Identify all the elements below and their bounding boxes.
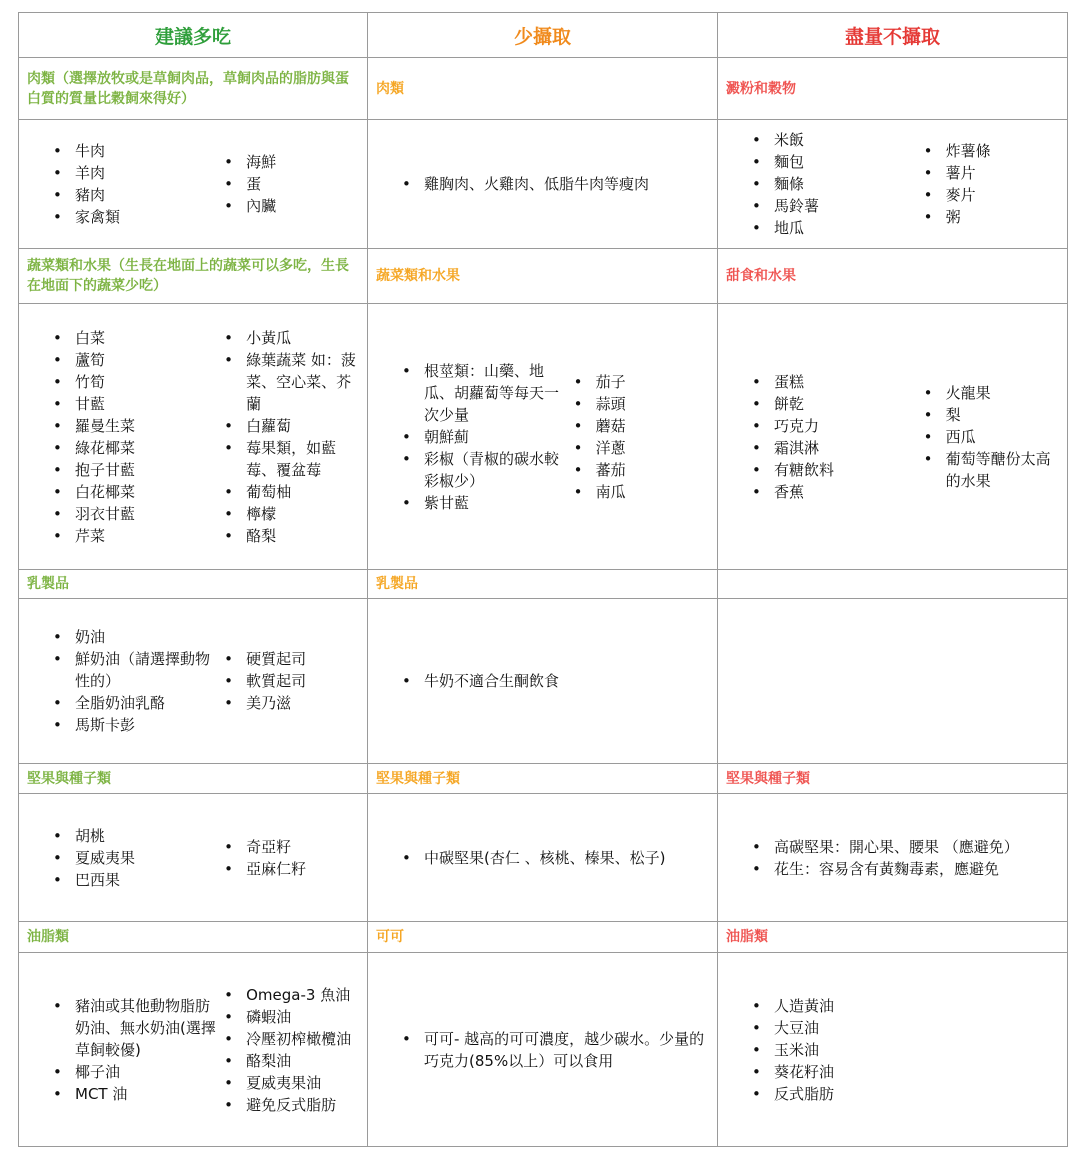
list-item: • 雞胸肉、火雞肉、低脂牛肉等瘦肉 bbox=[400, 173, 649, 195]
section-title-nuts-avoid: 堅果與種子類 bbox=[718, 764, 1068, 794]
list-item: • 梨 bbox=[922, 404, 1059, 426]
fats-recommend-list-b bbox=[222, 984, 359, 1116]
list-item: • 馬鈴薯 bbox=[750, 195, 922, 217]
section-title-meat-recommend: 肉類（選擇放牧或是草飼肉品，草飼肉品的脂肪與蛋白質的質量比穀飼來得好） bbox=[19, 58, 368, 120]
list-item: • 牛奶不適合生酮飲食 bbox=[400, 670, 559, 692]
list-item: • 家禽類 bbox=[51, 206, 222, 228]
section-title-nuts-recommend: 堅果與種子類 bbox=[19, 764, 368, 794]
list-item: • 麥片 bbox=[922, 184, 1059, 206]
list-item: • Omega-3 魚油 bbox=[222, 984, 359, 1006]
list-item: • 高碳堅果：開心果、腰果 （應避免） bbox=[750, 836, 1019, 858]
section-title-nuts-less: 堅果與種子類 bbox=[368, 764, 718, 794]
list-item: • 海鮮 bbox=[222, 151, 359, 173]
list-item: • 蘆筍 bbox=[51, 349, 222, 371]
list-item: • 豬油或其他動物脂肪奶油、無水奶油(選擇草飼較優) bbox=[51, 995, 222, 1061]
list-item: • 酪梨 bbox=[222, 525, 359, 547]
list-item: • 全脂奶油乳酪 bbox=[51, 692, 222, 714]
list-item: • 蒜頭 bbox=[572, 393, 709, 415]
list-item: • 芹菜 bbox=[51, 525, 222, 547]
meat-less-list bbox=[400, 173, 649, 195]
list-item: • 巴西果 bbox=[51, 869, 222, 891]
list-item: • 牛肉 bbox=[51, 140, 222, 162]
veg-less-list-b bbox=[572, 371, 709, 503]
list-item: • 可可- 越高的可可濃度，越少碳水。少量的巧克力(85%以上）可以食用 bbox=[400, 1028, 709, 1072]
cocoa-less-list bbox=[400, 1028, 709, 1072]
list-item: • 綠花椰菜 bbox=[51, 437, 222, 459]
list-item: • MCT 油 bbox=[51, 1083, 222, 1105]
section-title-sweets-avoid: 甜食和水果 bbox=[718, 249, 1068, 304]
list-item: • 綠葉蔬菜 如：菠菜、空心菜、芥蘭 bbox=[222, 349, 359, 415]
list-item: • 蘑菇 bbox=[572, 415, 709, 437]
list-item: • 亞麻仁籽 bbox=[222, 858, 359, 880]
list-item: • 葡萄等醣份太高的水果 bbox=[922, 448, 1059, 492]
list-item: • 南瓜 bbox=[572, 481, 709, 503]
nuts-recommend-list-b bbox=[222, 836, 359, 880]
list-item: • 朝鮮薊 bbox=[400, 426, 572, 448]
list-item: • 中碳堅果(杏仁 、核桃、榛果、松子) bbox=[400, 847, 665, 869]
list-item: • 小黃瓜 bbox=[222, 327, 359, 349]
dairy-less-list bbox=[400, 670, 559, 692]
list-item: • 美乃滋 bbox=[222, 692, 359, 714]
nuts-less-list bbox=[400, 847, 665, 869]
section-title-veg-less: 蔬菜類和水果 bbox=[368, 249, 718, 304]
section-title-cocoa-less: 可可 bbox=[368, 922, 718, 953]
list-item: • 花生：容易含有黃麴毒素，應避免 bbox=[750, 858, 1019, 880]
list-item: • 麵包 bbox=[750, 151, 922, 173]
list-item: • 根莖類：山藥、地瓜、胡蘿蔔等每天一次少量 bbox=[400, 360, 572, 426]
list-item: • 羽衣甘藍 bbox=[51, 503, 222, 525]
list-item: • 胡桃 bbox=[51, 825, 222, 847]
list-item: • 白菜 bbox=[51, 327, 222, 349]
list-item: • 軟質起司 bbox=[222, 670, 359, 692]
section-title-fats-recommend: 油脂類 bbox=[19, 922, 368, 953]
list-item: • 人造黃油 bbox=[750, 995, 834, 1017]
section-title-veg-recommend: 蔬菜類和水果（生長在地面上的蔬菜可以多吃，生長在地面下的蔬菜少吃） bbox=[19, 249, 368, 304]
starch-avoid-list-a bbox=[750, 129, 922, 239]
list-item: • 葵花籽油 bbox=[750, 1061, 834, 1083]
section-title-starch-avoid: 澱粉和穀物 bbox=[718, 58, 1068, 120]
list-item: • 彩椒（青椒的碳水較彩椒少） bbox=[400, 448, 572, 492]
section-title-dairy-avoid bbox=[718, 570, 1068, 599]
list-item: • 霜淇淋 bbox=[750, 437, 922, 459]
header-less: 少攝取 bbox=[368, 13, 718, 58]
list-item: • 馬斯卡彭 bbox=[51, 714, 222, 736]
list-item: • 白花椰菜 bbox=[51, 481, 222, 503]
list-item: • 米飯 bbox=[750, 129, 922, 151]
list-item: • 蛋糕 bbox=[750, 371, 922, 393]
list-item: • 夏威夷果油 bbox=[222, 1072, 359, 1094]
header-recommend: 建議多吃 bbox=[19, 13, 368, 58]
list-item: • 反式脂肪 bbox=[750, 1083, 834, 1105]
list-item: • 粥 bbox=[922, 206, 1059, 228]
list-item: • 椰子油 bbox=[51, 1061, 222, 1083]
fats-recommend-list-a bbox=[51, 995, 222, 1105]
list-item: • 白蘿蔔 bbox=[222, 415, 359, 437]
list-item: • 薯片 bbox=[922, 162, 1059, 184]
list-item: • 火龍果 bbox=[922, 382, 1059, 404]
fats-avoid-list bbox=[750, 995, 834, 1105]
list-item: • 蕃茄 bbox=[572, 459, 709, 481]
nuts-avoid-list bbox=[750, 836, 1019, 880]
section-title-fats-avoid: 油脂類 bbox=[718, 922, 1068, 953]
section-title-meat-less: 肉類 bbox=[368, 58, 718, 120]
list-item: • 酪梨油 bbox=[222, 1050, 359, 1072]
keto-food-table bbox=[18, 12, 1068, 1147]
list-item: • 洋蔥 bbox=[572, 437, 709, 459]
section-title-dairy-recommend: 乳製品 bbox=[19, 570, 368, 599]
list-item: • 豬肉 bbox=[51, 184, 222, 206]
meat-recommend-list-a bbox=[51, 140, 222, 228]
list-item: • 內臟 bbox=[222, 195, 359, 217]
list-item: • 羊肉 bbox=[51, 162, 222, 184]
dairy-recommend-list-a bbox=[51, 626, 222, 736]
list-item: • 有糖飲料 bbox=[750, 459, 922, 481]
section-title-dairy-less: 乳製品 bbox=[368, 570, 718, 599]
dairy-avoid-empty-cell bbox=[718, 599, 1068, 764]
list-item: • 莓果類，如藍莓、覆盆莓 bbox=[222, 437, 359, 481]
list-item: • 地瓜 bbox=[750, 217, 922, 239]
veg-recommend-list-a bbox=[51, 327, 222, 547]
list-item: • 鮮奶油（請選擇動物性的） bbox=[51, 648, 222, 692]
list-item: • 餅乾 bbox=[750, 393, 922, 415]
list-item: • 避免反式脂肪 bbox=[222, 1094, 359, 1116]
sweets-avoid-list-a bbox=[750, 371, 922, 503]
list-item: • 西瓜 bbox=[922, 426, 1059, 448]
list-item: • 羅曼生菜 bbox=[51, 415, 222, 437]
list-item: • 香蕉 bbox=[750, 481, 922, 503]
list-item: • 炸薯條 bbox=[922, 140, 1059, 162]
veg-less-list-a bbox=[400, 360, 572, 514]
list-item: • 磷蝦油 bbox=[222, 1006, 359, 1028]
list-item: • 檸檬 bbox=[222, 503, 359, 525]
list-item: • 奇亞籽 bbox=[222, 836, 359, 858]
header-avoid: 盡量不攝取 bbox=[718, 13, 1068, 58]
list-item: • 蛋 bbox=[222, 173, 359, 195]
list-item: • 抱子甘藍 bbox=[51, 459, 222, 481]
list-item: • 玉米油 bbox=[750, 1039, 834, 1061]
list-item: • 葡萄柚 bbox=[222, 481, 359, 503]
list-item: • 大豆油 bbox=[750, 1017, 834, 1039]
veg-recommend-list-b bbox=[222, 327, 359, 547]
list-item: • 麵條 bbox=[750, 173, 922, 195]
list-item: • 奶油 bbox=[51, 626, 222, 648]
list-item: • 硬質起司 bbox=[222, 648, 359, 670]
meat-recommend-list-b bbox=[222, 151, 359, 217]
list-item: • 紫甘藍 bbox=[400, 492, 572, 514]
list-item: • 茄子 bbox=[572, 371, 709, 393]
sweets-avoid-list-b bbox=[922, 382, 1059, 492]
list-item: • 巧克力 bbox=[750, 415, 922, 437]
nuts-recommend-list-a bbox=[51, 825, 222, 891]
list-item: • 冷壓初榨橄欖油 bbox=[222, 1028, 359, 1050]
dairy-recommend-list-b bbox=[222, 648, 359, 714]
list-item: • 夏威夷果 bbox=[51, 847, 222, 869]
list-item: • 甘藍 bbox=[51, 393, 222, 415]
starch-avoid-list-b bbox=[922, 140, 1059, 228]
list-item: • 竹筍 bbox=[51, 371, 222, 393]
